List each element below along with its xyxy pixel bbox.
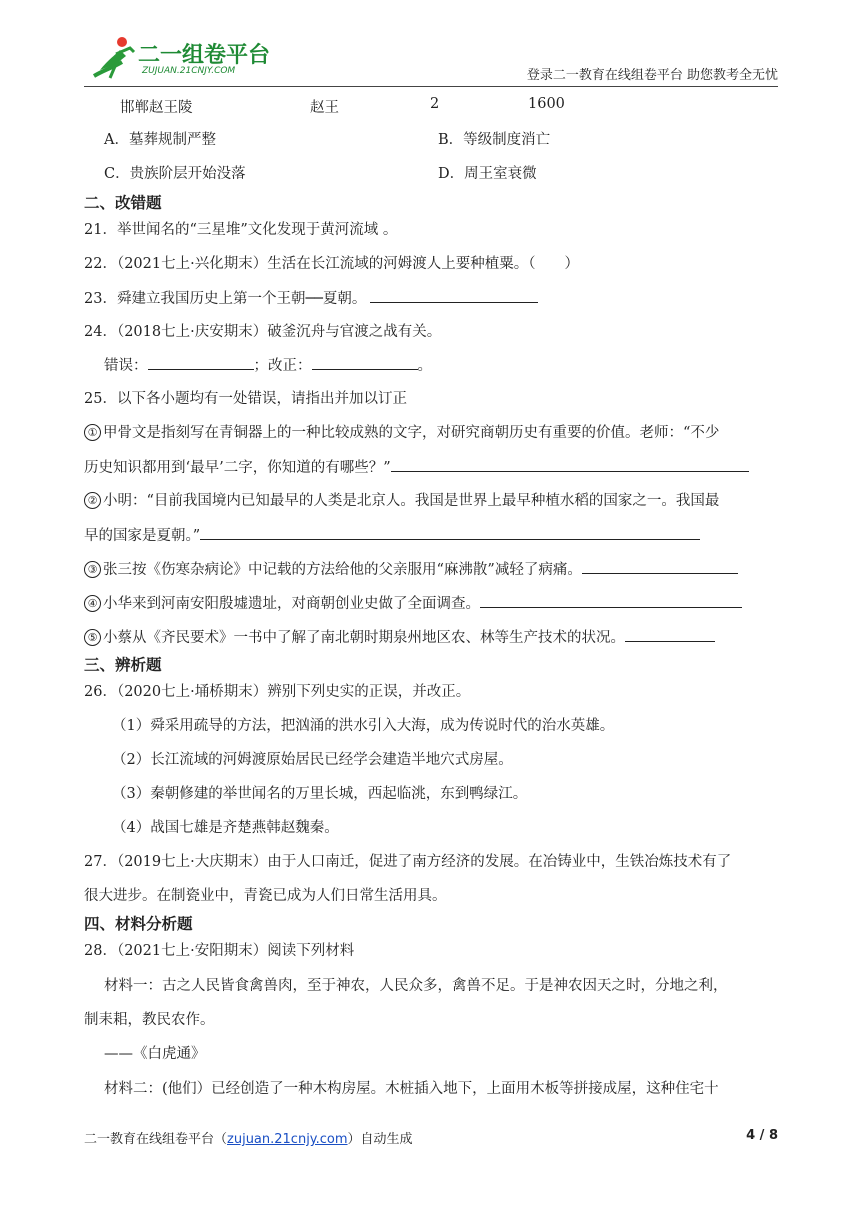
option-a: A．墓葬规制严整 (104, 132, 216, 148)
answer-blank-25-3[interactable] (582, 559, 738, 574)
question-22: 22．（2021七上·兴化期末）生活在长江流域的河姆渡人上要种植粟。（ ） (84, 256, 579, 272)
material-1: 材料一：古之人民皆食禽兽肉，至于神农，人民众多，禽兽不足。于是神农因天之时，分地之利， (104, 978, 728, 994)
question-25-1-cont (84, 457, 749, 478)
answer-blank-23[interactable] (370, 288, 538, 303)
section-heading-analysis: 三、辨析题 (84, 656, 162, 674)
question-25-3 (84, 559, 738, 580)
header-slogan[interactable]: 登录二一教育在线组卷平台 助您教考全无忧 (526, 68, 778, 83)
table-cell-owner: 赵王 (310, 100, 339, 116)
question-25-4 (84, 593, 742, 614)
circled-number-1: ① (84, 424, 101, 441)
circled-number-5: ⑤ (84, 629, 101, 646)
question-26-2: （2）长江流域的河姆渡原始居民已经学会建造半地穴式房屋。 (112, 752, 513, 768)
question-25-2 (84, 491, 719, 511)
logo-en-text: ZUJUAN.21CNJY.COM (142, 66, 236, 76)
question-25-4-text: 小华来到河南安阳殷墟遗址，对商朝创业史做了全面调查。 (103, 596, 480, 612)
page-number: 4 / 8 (746, 1128, 778, 1143)
logo-cn-text: 二一组卷平台 (138, 43, 271, 68)
question-25-1 (84, 423, 719, 443)
answer-blank-25-5[interactable] (625, 627, 715, 642)
question-26-3: （3）秦朝修建的举世闻名的万里长城，西起临洮，东到鸭绿江。 (112, 786, 528, 802)
option-d: D．周王室衰微 (438, 166, 537, 182)
question-26: 26．（2020七上·埇桥期末）辨别下列史实的正误，并改正。 (84, 684, 471, 700)
question-25-5 (84, 627, 715, 648)
site-logo[interactable] (86, 34, 286, 82)
footer-source (84, 1128, 413, 1147)
question-25-2-text-cont: 早的国家是夏朝。” (84, 528, 201, 544)
circled-number-4: ④ (84, 595, 101, 612)
question-25-3-text: 张三按《伤寒杂病论》中记载的方法给他的父亲服用“麻沸散”减轻了病痛。 (103, 562, 582, 578)
footer-text-pre: 二一教育在线组卷平台（ (84, 1132, 228, 1147)
question-24: 24．（2018七上·庆安期末）破釜沉舟与官渡之战有关。 (84, 324, 442, 340)
question-25-1-text-cont: 历史知识都用到‘最早’二字，你知道的有哪些？” (84, 460, 391, 476)
answer-blank-25-4[interactable] (480, 593, 742, 608)
question-26-4: （4）战国七雄是齐楚燕韩赵魏秦。 (112, 820, 339, 836)
answer-blank-24-correction[interactable] (312, 355, 418, 370)
material-2: 材料二：(他们）已经创造了一种木构房屋。木桩插入地下，上面用木板等拼接成屋，这种住宅十 (104, 1081, 719, 1097)
circled-number-2: ② (84, 492, 101, 509)
header-divider (84, 86, 778, 87)
circled-number-3: ③ (84, 561, 101, 578)
option-b: B．等级制度消亡 (438, 132, 551, 148)
answer-blank-25-2[interactable] (200, 525, 700, 540)
material-1-cont: 制耒耜，教民农作。 (84, 1012, 215, 1028)
question-26-1: （1）舜采用疏导的方法，把汹涌的洪水引入大海，成为传说时代的治水英雄。 (112, 718, 615, 734)
footer-text-post: ）自动生成 (347, 1132, 413, 1147)
section-heading-material: 四、材料分析题 (84, 915, 193, 933)
question-27: 27．（2019七上·大庆期末）由于人口南迁，促进了南方经济的发展。在冶铸业中，生铁冶炼技术有了 (84, 854, 732, 870)
material-1-source: ——《白虎通》 (104, 1046, 206, 1062)
table-cell-count: 2 (430, 96, 440, 112)
question-25: 25．以下各小题均有一处错误，请指出并加以订正 (84, 391, 407, 407)
question-23-text: 23．舜建立我国历史上第一个王朝──夏朝。 (84, 291, 367, 307)
question-27-cont: 很大进步。在制瓷业中，青瓷已成为人们日常生活用具。 (84, 888, 447, 904)
answer-blank-25-1[interactable] (391, 457, 749, 472)
table-cell-value: 1600 (528, 96, 565, 112)
question-24-answer-row (104, 355, 432, 376)
question-25-2-text: 小明：“目前我国境内已知最早的人类是北京人。我国是世界上最早种植水稻的国家之一。我国最 (103, 493, 720, 509)
section-heading-correction: 二、改错题 (84, 194, 162, 212)
error-label: 错误： (104, 358, 148, 374)
correction-label: ；改正： (253, 358, 312, 374)
option-c: C．贵族阶层开始没落 (104, 166, 246, 182)
question-21: 21．举世闻名的“三星堆”文化发现于黄河流域 。 (84, 222, 398, 238)
question-23 (84, 288, 538, 309)
question-28: 28．（2021七上·安阳期末）阅读下列材料 (84, 943, 355, 959)
question-25-1-text: 甲骨文是指刻写在青铜器上的一种比较成熟的文字，对研究商朝历史有重要的价值。老师：“不少 (103, 425, 720, 441)
answer-blank-24-error[interactable] (148, 355, 254, 370)
footer-link[interactable]: zujuan.21cnjy.com (227, 1132, 348, 1147)
table-cell-site: 邯郸赵王陵 (120, 100, 193, 116)
period-text: 。 (417, 358, 432, 374)
question-25-5-text: 小蔡从《齐民要术》一书中了解了南北朝时期泉州地区农、林等生产技术的状况。 (103, 630, 625, 646)
question-25-2-cont (84, 525, 700, 546)
